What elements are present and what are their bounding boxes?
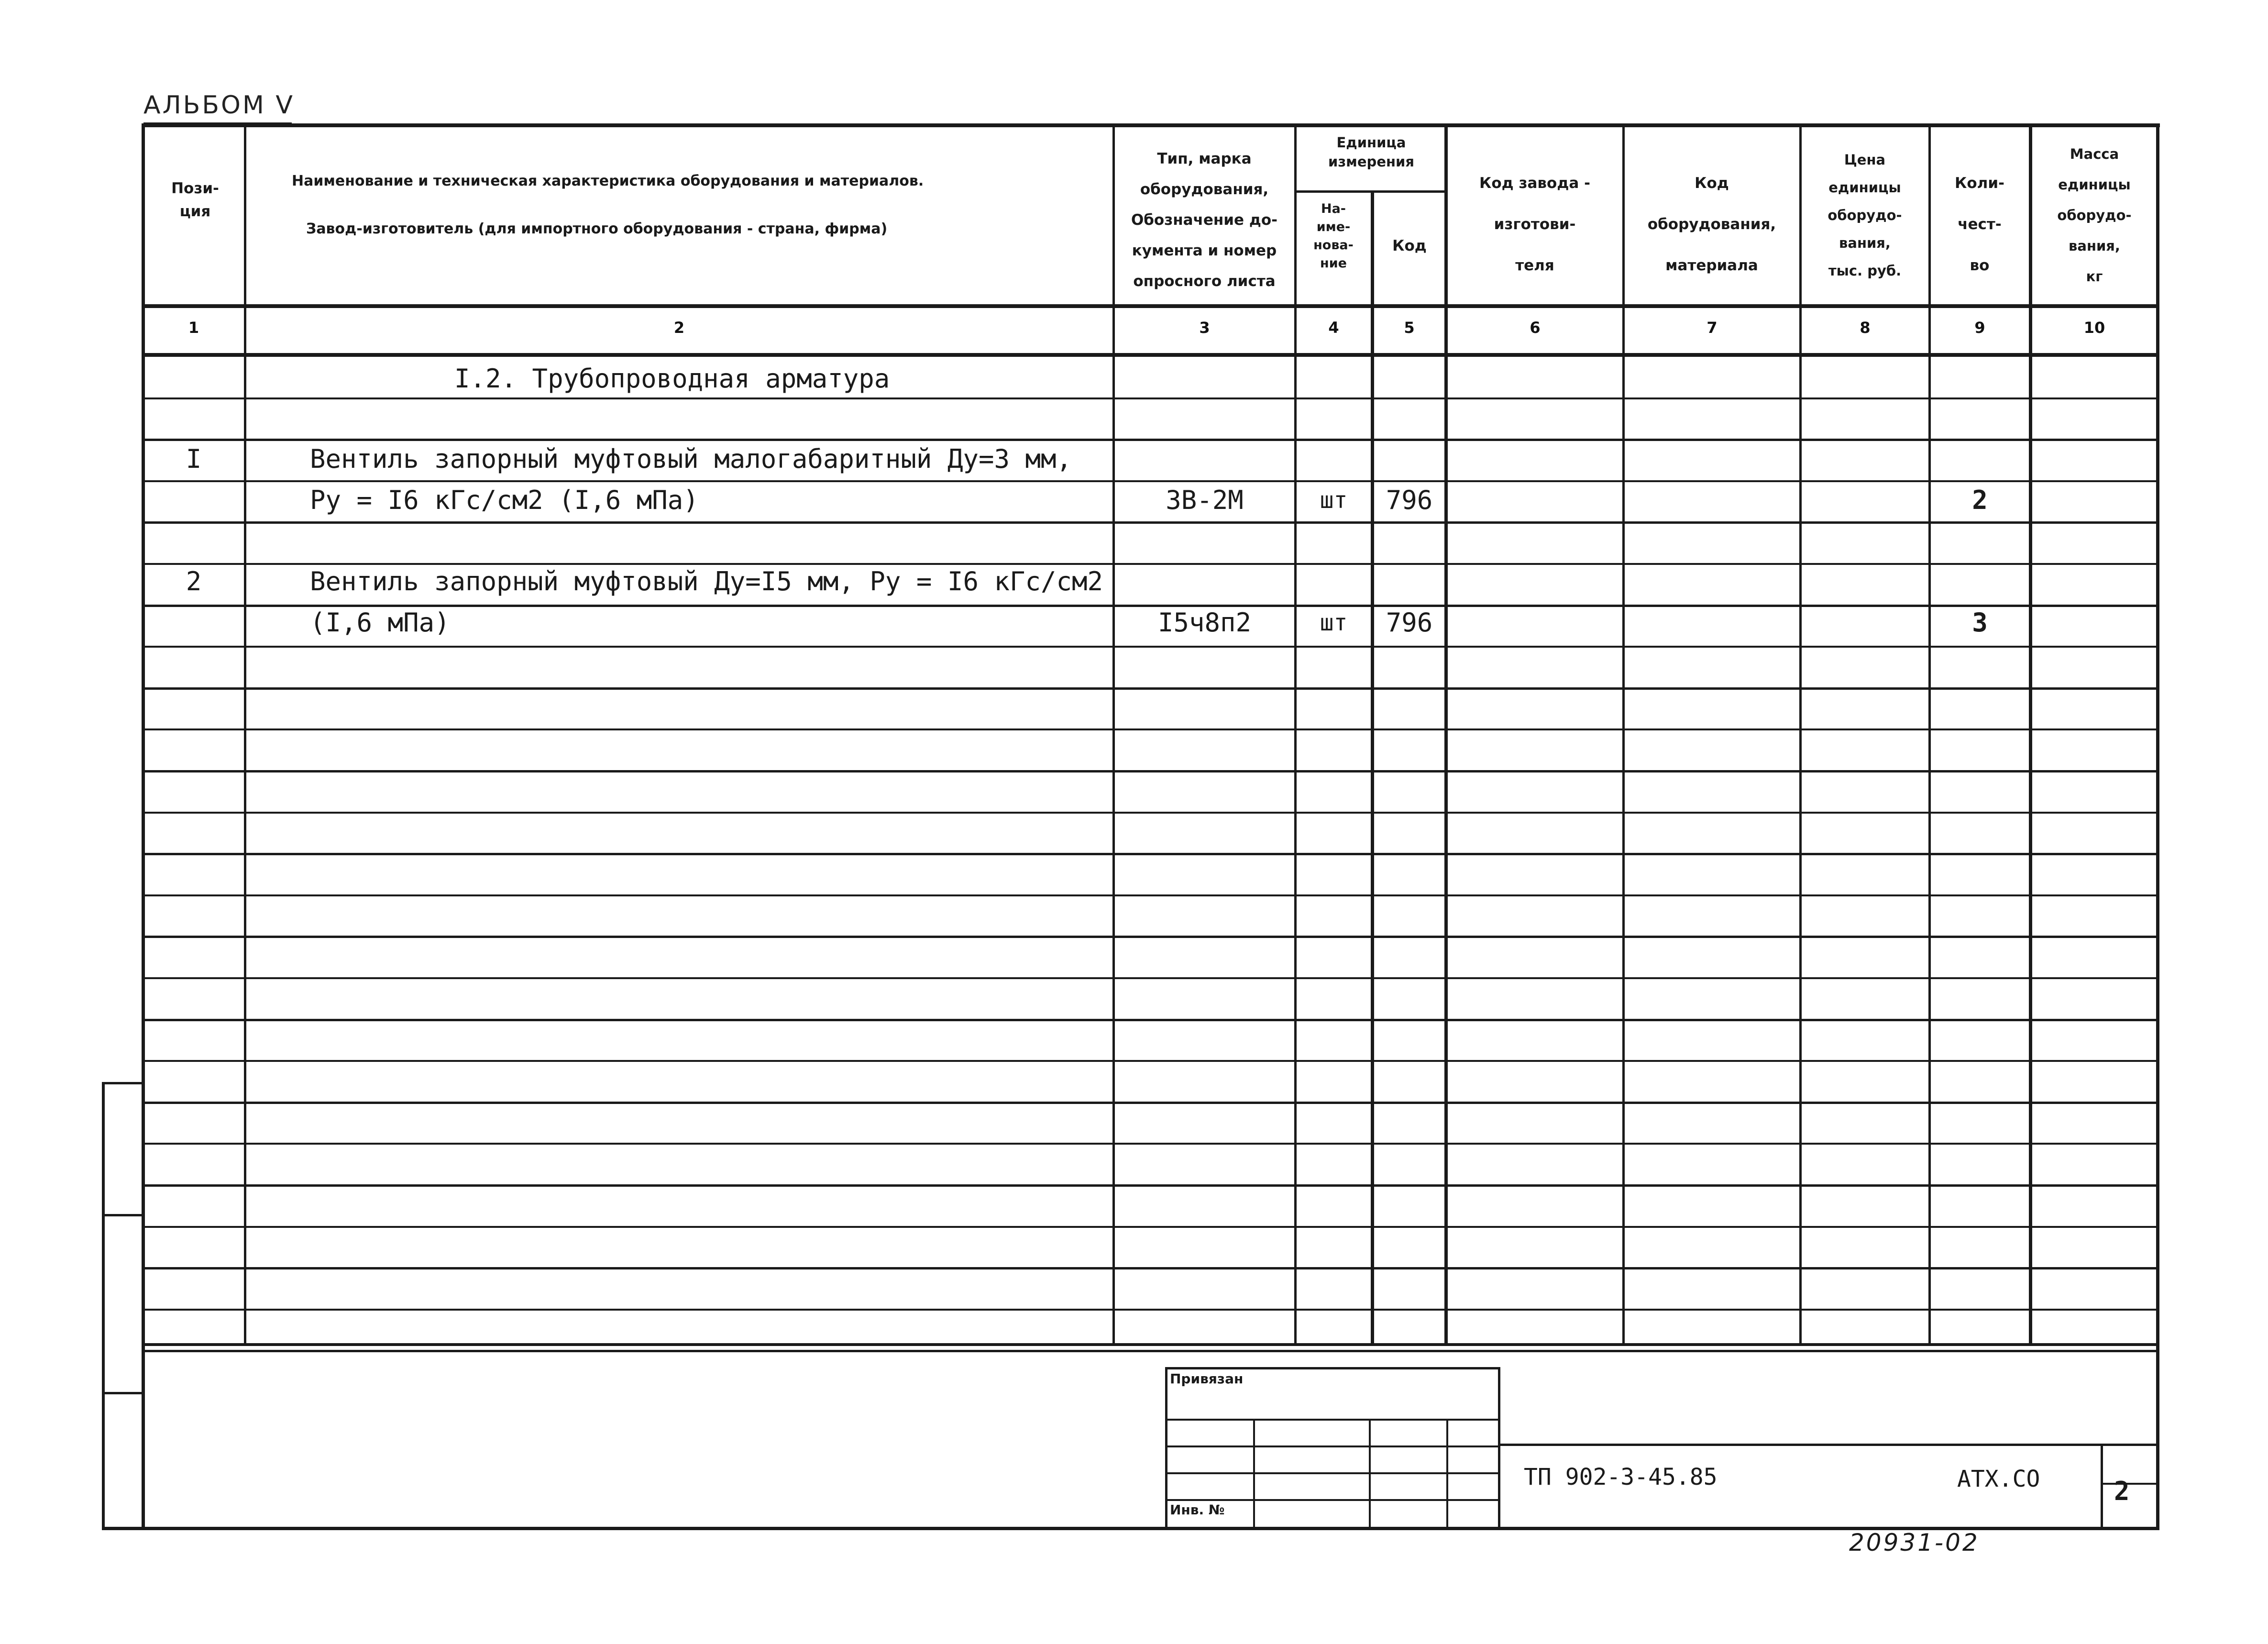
row-rule-line	[143, 563, 2158, 565]
header-bottom-line	[143, 304, 2158, 308]
row-rule-line	[143, 1019, 2158, 1021]
row-rule-line	[143, 397, 2158, 399]
header-position: Пози- ция	[171, 180, 219, 220]
row-rule-line	[143, 1184, 2158, 1187]
row-quantity: 3	[1972, 607, 1988, 638]
header-quantity: Коли- чест- во	[1955, 175, 2004, 274]
row-rule-line	[143, 1309, 2158, 1311]
privyazan-label: Привязан	[1170, 1371, 1244, 1387]
header-price: Цена единицы оборудо- вания, тыс. руб.	[1828, 152, 1902, 279]
unit-group-line	[1294, 190, 1446, 193]
table-top-border	[143, 123, 2160, 127]
document-mark: АТХ.СО	[1957, 1466, 2040, 1492]
row-rule-line	[143, 1267, 2158, 1269]
col-line-3	[1294, 125, 1297, 1345]
row-rule-line	[143, 605, 2158, 607]
row-unit-name: шт	[1320, 609, 1348, 636]
document-code: ТП 902-3-45.85	[1524, 1464, 1718, 1490]
colnum-6: 6	[1530, 319, 1541, 337]
header-unit-name: На- име- нова- ние	[1313, 201, 1354, 271]
colnum-4: 4	[1328, 319, 1339, 337]
row-rule-line	[143, 439, 2158, 441]
colnum-2: 2	[673, 319, 685, 337]
row-unit-code: 796	[1386, 607, 1433, 638]
sheet-number: 2	[2114, 1476, 2130, 1506]
colnum-9: 9	[1974, 319, 1985, 337]
row-rule-line	[143, 646, 2158, 648]
row-rule-line	[143, 936, 2158, 938]
header-unit-group: Единица измерения	[1328, 134, 1414, 170]
row-rule-line	[143, 894, 2158, 896]
col-line-4	[1371, 191, 1374, 1345]
row-rule-line	[143, 977, 2158, 979]
header-equipment-code: Код оборудования, материала	[1647, 175, 1776, 274]
row-type: 3В-2М	[1166, 485, 1244, 515]
col-line-1	[244, 125, 246, 1345]
colnum-bottom-line	[143, 353, 2158, 357]
table-right-border	[2156, 123, 2159, 1530]
header-name-line1: Наименование и техническая характеристика оборудования и материалов.	[292, 173, 924, 189]
header-name-line2: Завод-изготовитель (для импортного оборудования - страна, фирма)	[306, 221, 888, 237]
row-rule-line	[143, 728, 2158, 730]
row-unit-code: 796	[1386, 485, 1433, 515]
colnum-10: 10	[2083, 319, 2105, 337]
colnum-1: 1	[188, 319, 199, 337]
colnum-7: 7	[1707, 319, 1718, 337]
table-bottom-line	[142, 1343, 2158, 1346]
row-rule-line	[143, 1060, 2158, 1062]
col-line-2	[1112, 125, 1115, 1345]
colnum-8: 8	[1860, 319, 1871, 337]
row-rule-line	[143, 1143, 2158, 1145]
colnum-3: 3	[1199, 319, 1210, 337]
row-quantity: 2	[1972, 485, 1988, 515]
row-name-line2: (I,6 мПа)	[310, 607, 450, 638]
row-rule-line	[143, 770, 2158, 772]
row-unit-name: шт	[1320, 487, 1348, 514]
row-rule-line	[143, 480, 2158, 482]
row-name-line1: Вентиль запорный муфтовый малогабаритный Ду=3 мм,	[310, 444, 1072, 474]
row-name-line1: Вентиль запорный муфтовый Ду=I5 мм, Ру = I6 кГс/см2	[310, 566, 1103, 596]
row-position: 2	[186, 566, 202, 596]
col-line-6	[1622, 125, 1625, 1345]
header-type: Тип, марка оборудования, Обозначение до- кумента и номер опросного листа	[1131, 150, 1278, 290]
row-rule-line	[143, 1226, 2158, 1228]
col-line-9	[2029, 125, 2032, 1345]
header-factory-code: Код завода - изготови- теля	[1479, 175, 1590, 274]
col-line-8	[1928, 125, 1931, 1345]
row-position: I	[186, 444, 202, 474]
colnum-5: 5	[1404, 319, 1415, 337]
col-line-7	[1799, 125, 1802, 1345]
album-label: АЛЬБОМ V	[143, 91, 295, 120]
row-rule-line	[143, 1350, 2158, 1352]
row-rule-line	[143, 521, 2158, 524]
row-rule-line	[143, 812, 2158, 814]
section-title: I.2. Трубопроводная арматура	[454, 364, 890, 394]
header-mass: Масса единицы оборудо- вания, кг	[2057, 146, 2132, 285]
row-name-line2: Ру = I6 кГс/см2 (I,6 мПа)	[310, 485, 699, 515]
col-line-5	[1444, 125, 1448, 1345]
row-type: I5ч8п2	[1157, 607, 1252, 638]
header-unit-code: Код	[1392, 237, 1427, 254]
row-rule-line	[143, 853, 2158, 855]
row-rule-line	[143, 1102, 2158, 1104]
row-rule-line	[143, 687, 2158, 690]
archive-number: 20931-02	[1849, 1529, 1980, 1556]
inventory-number-label: Инв. №	[1170, 1502, 1225, 1518]
